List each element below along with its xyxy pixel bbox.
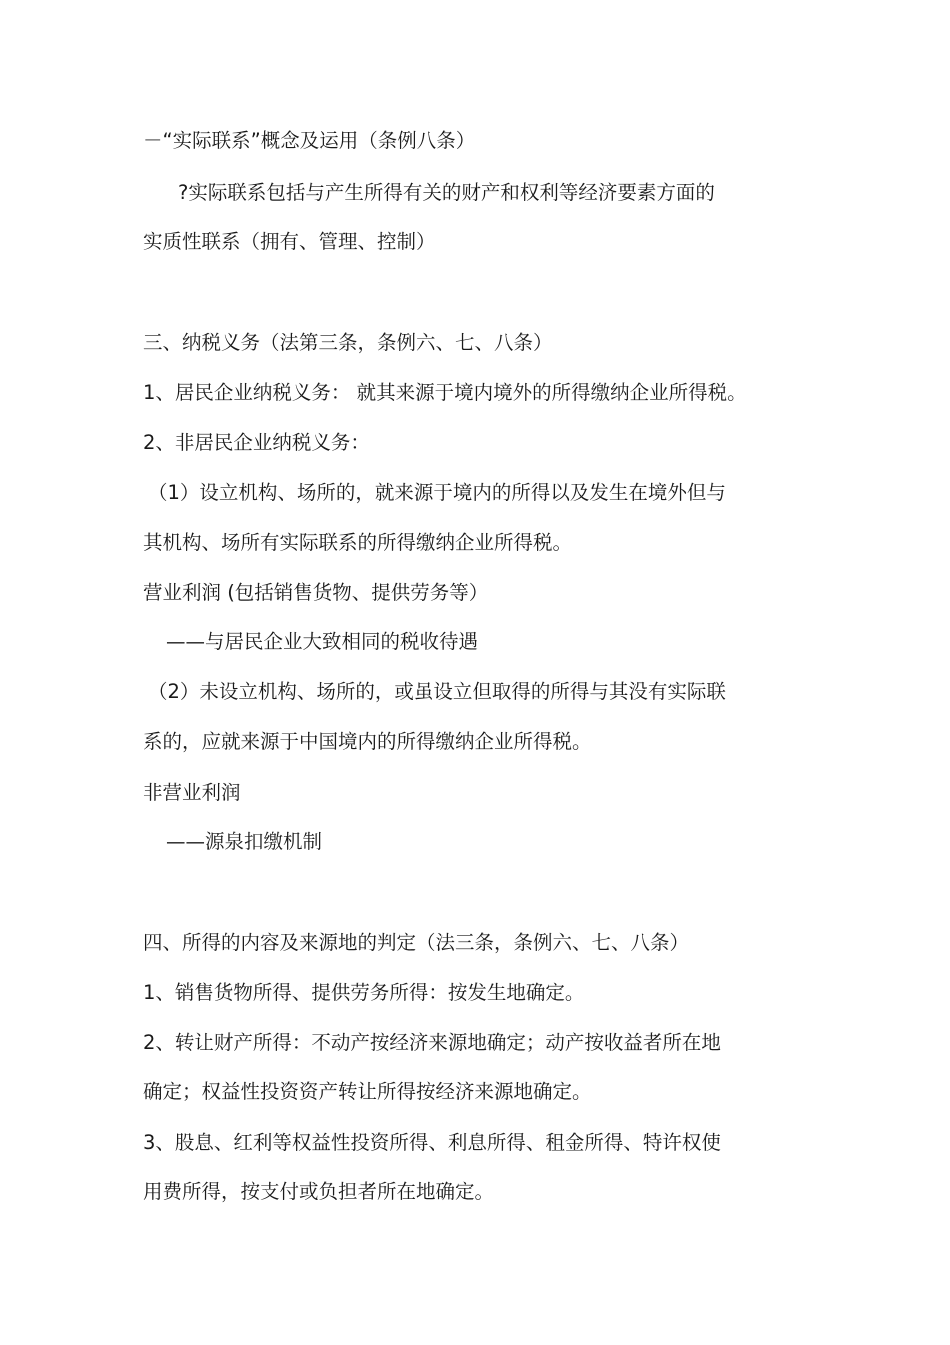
paragraph-line: 营业利润 (包括销售货物、提供劳务等） (143, 581, 489, 604)
paragraph-line: 3、股息、红利等权益性投资所得、利息所得、租金所得、特许权使 (143, 1131, 721, 1154)
paragraph-line: 2、转让财产所得：不动产按经济来源地确定；动产按收益者所在地 (143, 1031, 721, 1054)
paragraph-line: 1、居民企业纳税义务： 就其来源于境内境外的所得缴纳企业所得税。 (143, 381, 747, 404)
paragraph-line: ——与居民企业大致相同的税收待遇 (166, 630, 479, 653)
paragraph-line: 实质性联系（拥有、管理、控制） (143, 230, 436, 253)
section-heading-income-source: 四、所得的内容及来源地的判定（法三条，条例六、七、八条） (143, 931, 690, 954)
paragraph-line: （2）未设立机构、场所的，或虽设立但取得的所得与其没有实际联 (148, 680, 726, 703)
paragraph-line: 2、非居民企业纳税义务： (143, 431, 370, 454)
section-heading-actual-connection: －“实际联系”概念及运用（条例八条） (143, 129, 476, 152)
paragraph-line: ——源泉扣缴机制 (166, 830, 323, 853)
paragraph-line: 确定；权益性投资资产转让所得按经济来源地确定。 (143, 1080, 592, 1103)
paragraph-line: （1）设立机构、场所的，就来源于境内的所得以及发生在境外但与 (148, 481, 726, 504)
paragraph-line: 1、销售货物所得、提供劳务所得：按发生地确定。 (143, 981, 585, 1004)
section-heading-tax-obligation: 三、纳税义务（法第三条，条例六、七、八条） (143, 331, 553, 354)
paragraph-line: 非营业利润 (143, 781, 241, 804)
paragraph-line: ?实际联系包括与产生所得有关的财产和权利等经济要素方面的 (178, 181, 715, 204)
paragraph-line: 系的，应就来源于中国境内的所得缴纳企业所得税。 (143, 730, 592, 753)
paragraph-line: 用费所得，按支付或负担者所在地确定。 (143, 1180, 495, 1203)
paragraph-line: 其机构、场所有实际联系的所得缴纳企业所得税。 (143, 531, 573, 554)
